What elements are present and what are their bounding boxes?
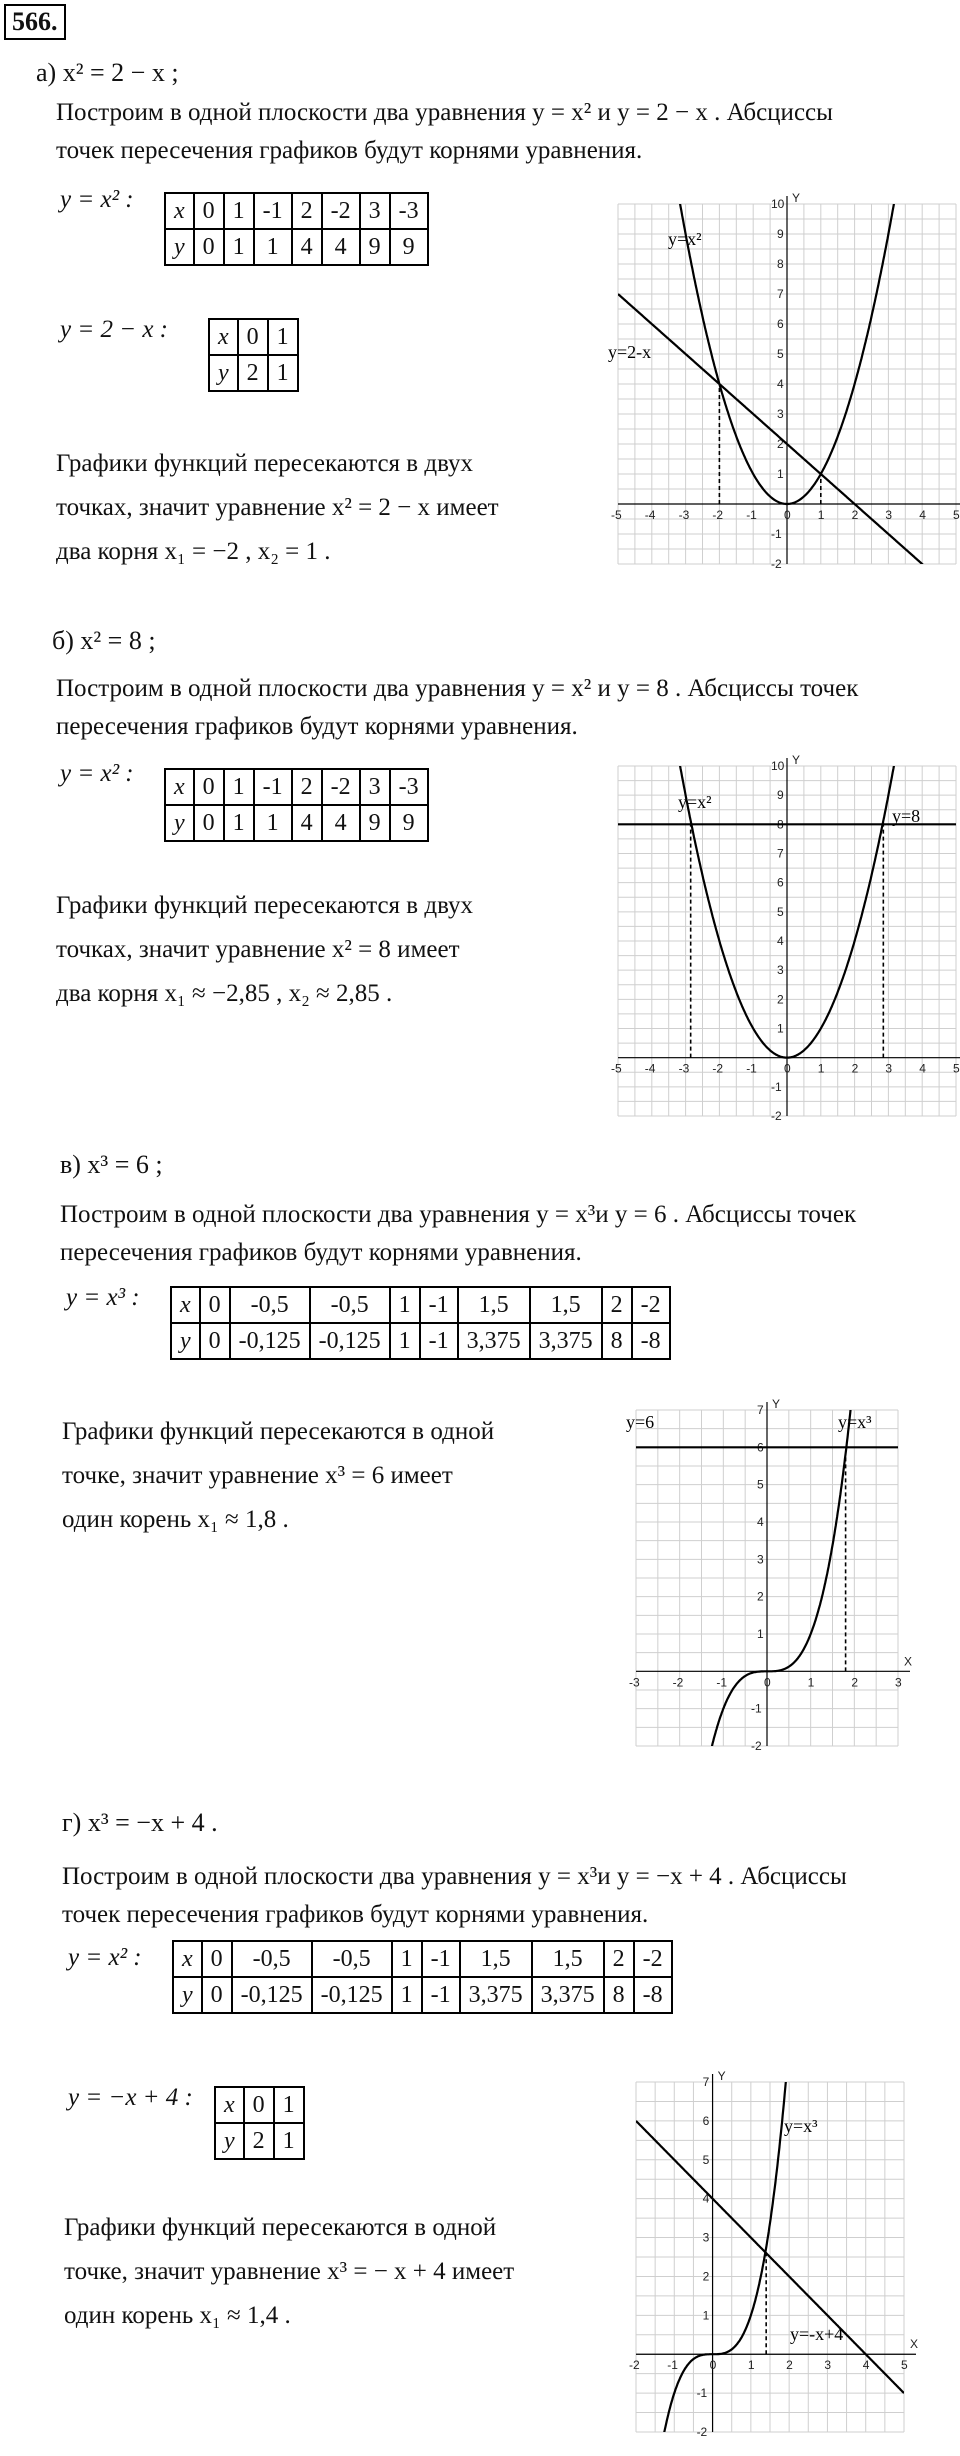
y-tick-label: 4 xyxy=(777,377,784,391)
part-c-result-line1: Графики функций пересекаются в одной xyxy=(62,1418,495,1445)
y-tick-label: 3 xyxy=(777,963,784,978)
table-row xyxy=(165,193,428,229)
table-row xyxy=(165,229,428,265)
y-axis-name: Y xyxy=(792,753,801,767)
part-b-result xyxy=(56,884,473,1016)
x-tick-label: 5 xyxy=(953,1061,960,1076)
table-cell: y xyxy=(171,1323,200,1359)
table-cell: 1 xyxy=(224,769,254,805)
x-tick-label: 3 xyxy=(885,1061,893,1076)
table-cell: -8 xyxy=(634,1977,672,2013)
series-label: y=x² xyxy=(668,229,702,249)
part-d-graph xyxy=(614,2068,924,2454)
table-row xyxy=(173,1941,672,1977)
part-a-result-line3: два корня x₁ = −2 , x₂ = 1 . xyxy=(56,538,331,565)
part-c-result-line2: точке, значит уравнение x³ = 6 имеет xyxy=(62,1462,453,1489)
table-cell: x xyxy=(171,1287,200,1323)
table-cell: 1 xyxy=(268,319,298,355)
x-tick-label: 2 xyxy=(851,1675,859,1690)
x-tick-label: 5 xyxy=(901,2358,908,2373)
table-cell: -2 xyxy=(322,769,360,805)
y-tick-label: 5 xyxy=(777,904,784,919)
y-tick-label: 4 xyxy=(757,1515,764,1529)
table-cell: 1 xyxy=(268,355,298,391)
y-tick-label: 2 xyxy=(777,437,784,451)
x-tick-label: -3 xyxy=(678,508,690,522)
y-tick-label: -1 xyxy=(771,1079,782,1094)
table-row xyxy=(171,1323,670,1359)
part-c-table-cubic xyxy=(170,1286,671,1360)
table-row xyxy=(209,319,298,355)
y-tick-label: 8 xyxy=(777,257,784,271)
part-b-result-line1: Графики функций пересекаются в двух xyxy=(56,892,474,919)
table-cell: 1 xyxy=(390,1323,420,1359)
table-cell: 0 xyxy=(194,805,224,841)
part-a-result-line2: точках, значит уравнение x² = 2 − x имеет xyxy=(56,494,499,521)
x-tick-label: -4 xyxy=(644,1061,656,1076)
y-tick-label: 6 xyxy=(702,2113,710,2128)
table-cell: 9 xyxy=(360,229,390,265)
part-a-intro xyxy=(56,94,876,170)
x-tick-label: 2 xyxy=(851,1061,859,1076)
y-tick-label: 6 xyxy=(777,317,784,331)
x-tick-label: 3 xyxy=(885,508,893,522)
part-c-result xyxy=(62,1410,494,1542)
part-d-result-line1: Графики функций пересекаются в одной xyxy=(64,2214,497,2241)
y-tick-label: 2 xyxy=(702,2269,710,2284)
part-b-intro-line1: Построим в одной плоскости два уравнения y = x² и y = 8 . Абсциссы точек xyxy=(56,675,859,702)
table-cell: 4 xyxy=(322,805,360,841)
y-tick-label: 5 xyxy=(757,1477,764,1492)
table-cell: 0 xyxy=(244,2087,274,2123)
table-cell: 0 xyxy=(200,1323,230,1359)
table-row xyxy=(171,1287,670,1323)
x-tick-label: 3 xyxy=(824,2358,832,2373)
x-tick-label: -3 xyxy=(678,1061,690,1076)
x-tick-label: 4 xyxy=(862,2358,870,2373)
table-cell: 0 xyxy=(202,1977,232,2013)
part-d-intro-line2: точек пересечения графиков будут корнями уравнения. xyxy=(62,1901,649,1928)
series-label: y=x³ xyxy=(838,1412,872,1432)
table-cell: y xyxy=(209,355,238,391)
table-cell: 4 xyxy=(292,805,322,841)
part-c-intro-line2: пересечения графиков будут корнями уравнения. xyxy=(60,1239,582,1266)
y-tick-label: 1 xyxy=(777,467,784,481)
part-a-label-line: y = 2 − x : xyxy=(60,316,169,343)
table-row xyxy=(209,355,298,391)
y-tick-label: -2 xyxy=(771,1109,782,1123)
table-cell: -3 xyxy=(390,193,428,229)
table-cell: 8 xyxy=(604,1977,634,2013)
x-tick-label: 3 xyxy=(895,1675,902,1690)
x-tick-label: 0 xyxy=(784,1061,791,1076)
table-cell: -0,5 xyxy=(232,1941,312,1977)
x-tick-label: -1 xyxy=(746,1061,757,1076)
y-tick-label: 9 xyxy=(777,788,784,803)
part-c-heading: в) x³ = 6 ; xyxy=(60,1150,163,1179)
series-label: y=x² xyxy=(678,792,712,812)
table-cell: 4 xyxy=(322,229,360,265)
series-label: y=2-x xyxy=(608,342,652,362)
y-tick-label: 6 xyxy=(757,1440,764,1455)
y-tick-label: 3 xyxy=(702,2230,710,2245)
y-tick-label: 7 xyxy=(777,846,784,861)
series-label: y=x³ xyxy=(784,2116,818,2136)
y-tick-label: 1 xyxy=(757,1627,764,1641)
table-cell: -1 xyxy=(420,1287,458,1323)
x-tick-label: 2 xyxy=(851,508,859,522)
table-cell: 3,375 xyxy=(460,1977,532,2013)
y-axis-name: Y xyxy=(792,191,801,205)
y-tick-label: 8 xyxy=(777,817,784,832)
y-tick-label: -1 xyxy=(696,2386,708,2401)
table-cell: x xyxy=(209,319,238,355)
part-d-label-line: y = −x + 4 : xyxy=(68,2084,193,2111)
y-tick-label: 10 xyxy=(771,759,785,773)
x-tick-label: -4 xyxy=(644,508,656,522)
table-cell: -0,125 xyxy=(230,1323,310,1359)
y-axis-name: Y xyxy=(772,1397,781,1411)
table-cell: 1,5 xyxy=(532,1941,604,1977)
part-a-result xyxy=(56,442,499,574)
table-cell: 2 xyxy=(238,355,268,391)
part-a-intro-line1: Построим в одной плоскости два уравнения y = x² и y = 2 − x . Абсциссы xyxy=(56,99,833,126)
table-cell: x xyxy=(215,2087,244,2123)
part-c-intro-line1: Построим в одной плоскости два уравнения y = x³и y = 6 . Абсциссы точек xyxy=(60,1201,857,1228)
table-cell: 1 xyxy=(254,229,292,265)
x-tick-label: -1 xyxy=(716,1675,728,1690)
table-row xyxy=(173,1977,672,2013)
table-cell: -2 xyxy=(634,1941,672,1977)
series-label: y=6 xyxy=(626,1412,655,1432)
table-row xyxy=(165,769,428,805)
x-tick-label: 0 xyxy=(764,1675,771,1690)
table-cell: -0,125 xyxy=(312,1977,392,2013)
x-tick-label: -5 xyxy=(611,1061,622,1076)
y-tick-label: 3 xyxy=(757,1552,764,1567)
part-a-intro-line2: точек пересечения графиков будут корнями уравнения. xyxy=(56,137,643,164)
table-cell: 2 xyxy=(244,2123,274,2159)
x-tick-label: -2 xyxy=(629,2358,640,2373)
part-b-graph xyxy=(596,750,960,1136)
table-cell: -1 xyxy=(254,193,292,229)
x-tick-label: 1 xyxy=(817,1061,825,1076)
table-cell: -0,125 xyxy=(232,1977,312,2013)
y-tick-label: -1 xyxy=(771,527,782,541)
y-axis-name: Y xyxy=(717,2069,726,2083)
x-tick-label: -2 xyxy=(672,1675,684,1690)
table-cell: 3,375 xyxy=(532,1977,604,2013)
table-cell: 1 xyxy=(224,193,254,229)
x-tick-label: -3 xyxy=(629,1675,640,1690)
y-tick-label: 5 xyxy=(702,2152,710,2167)
table-cell: 2 xyxy=(604,1941,634,1977)
part-c-label-cubic: y = x³ : xyxy=(66,1284,140,1311)
problem-number: 566. xyxy=(4,4,66,40)
table-cell: 1 xyxy=(254,805,292,841)
y-tick-label: -1 xyxy=(751,1701,762,1716)
table-cell: -0,5 xyxy=(310,1287,390,1323)
part-d-heading: г) x³ = −x + 4 . xyxy=(62,1808,218,1837)
table-cell: y xyxy=(165,805,194,841)
y-tick-label: 6 xyxy=(777,875,784,890)
table-cell: 1 xyxy=(392,1941,422,1977)
table-cell: 1 xyxy=(274,2123,304,2159)
table-cell: 0 xyxy=(238,319,268,355)
part-d-intro-line1: Построим в одной плоскости два уравнения y = x³и y = −x + 4 . Абсциссы xyxy=(62,1863,847,1890)
table-cell: 1 xyxy=(224,805,254,841)
y-tick-label: 2 xyxy=(757,1589,764,1604)
y-tick-label: 7 xyxy=(702,2075,710,2089)
table-row xyxy=(215,2123,304,2159)
part-a-label-parabola: y = x² : xyxy=(60,186,134,213)
table-cell: 3,375 xyxy=(530,1323,602,1359)
table-cell: x xyxy=(165,193,194,229)
table-cell: 1,5 xyxy=(530,1287,602,1323)
x-tick-label: 1 xyxy=(807,1675,815,1690)
y-tick-label: 2 xyxy=(777,992,784,1007)
part-d-table-cubic xyxy=(172,1940,673,2014)
table-cell: -1 xyxy=(422,1941,460,1977)
table-cell: 2 xyxy=(292,193,322,229)
x-axis-name: X xyxy=(910,2337,919,2352)
table-cell: 0 xyxy=(194,769,224,805)
table-cell: 0 xyxy=(194,193,224,229)
part-d-result xyxy=(64,2206,514,2338)
part-c-result-line3: один корень x₁ ≈ 1,8 . xyxy=(62,1506,289,1533)
y-tick-label: 1 xyxy=(777,1021,784,1036)
part-a-result-line1: Графики функций пересекаются в двух xyxy=(56,450,474,477)
part-b-heading: б) x² = 8 ; xyxy=(52,626,156,655)
table-cell: 1 xyxy=(224,229,254,265)
x-tick-label: 2 xyxy=(786,2358,793,2373)
part-b-table-parabola xyxy=(164,768,429,842)
table-cell: -1 xyxy=(420,1323,458,1359)
part-d-intro xyxy=(62,1858,882,1934)
x-axis-name: X xyxy=(904,1654,913,1669)
y-tick-label: 1 xyxy=(702,2308,710,2323)
table-cell: 9 xyxy=(390,229,428,265)
table-cell: -1 xyxy=(422,1977,460,2013)
table-cell: 1 xyxy=(274,2087,304,2123)
x-tick-label: 0 xyxy=(784,508,791,522)
y-tick-label: -2 xyxy=(751,1739,762,1753)
part-c-intro xyxy=(60,1196,880,1272)
part-d-result-line3: один корень x₁ ≈ 1,4 . xyxy=(64,2302,291,2329)
table-cell: 1 xyxy=(392,1977,422,2013)
table-cell: -2 xyxy=(632,1287,670,1323)
table-cell: -3 xyxy=(390,769,428,805)
table-cell: 1,5 xyxy=(460,1941,532,1977)
y-tick-label: 4 xyxy=(777,934,784,948)
table-cell: -2 xyxy=(322,193,360,229)
x-tick-label: 5 xyxy=(953,508,960,522)
part-a-heading: а) x² = 2 − x ; xyxy=(36,58,179,87)
table-cell: 3 xyxy=(360,193,390,229)
part-b-intro xyxy=(56,670,876,746)
x-tick-label: 4 xyxy=(919,508,926,522)
table-cell: 0 xyxy=(194,229,224,265)
table-cell: -0,5 xyxy=(230,1287,310,1323)
table-cell: y xyxy=(165,229,194,265)
x-tick-label: -1 xyxy=(746,508,757,522)
y-tick-label: 7 xyxy=(777,287,784,301)
table-cell: 1,5 xyxy=(458,1287,530,1323)
y-tick-label: 5 xyxy=(777,347,784,361)
x-tick-label: 0 xyxy=(709,2358,717,2373)
x-tick-label: -1 xyxy=(667,2358,678,2373)
y-tick-label: 3 xyxy=(777,407,784,421)
table-cell: 9 xyxy=(360,805,390,841)
y-tick-label: -2 xyxy=(696,2425,708,2439)
table-cell: 2 xyxy=(292,769,322,805)
table-cell: 3 xyxy=(360,769,390,805)
x-tick-label: 4 xyxy=(919,1061,926,1076)
part-c-graph xyxy=(614,1396,914,1770)
y-tick-label: -2 xyxy=(771,557,782,571)
series-label: y=8 xyxy=(892,806,921,826)
table-cell: y xyxy=(215,2123,244,2159)
table-cell: -1 xyxy=(254,769,292,805)
part-d-result-line2: точке, значит уравнение x³ = − x + 4 имеет xyxy=(64,2258,515,2285)
part-b-label-parabola: y = x² : xyxy=(60,760,134,787)
table-cell: 0 xyxy=(200,1287,230,1323)
part-b-result-line2: точках, значит уравнение x² = 8 имеет xyxy=(56,936,460,963)
table-cell: -0,125 xyxy=(310,1323,390,1359)
part-d-table-line xyxy=(214,2086,305,2160)
y-tick-label: 9 xyxy=(777,227,784,241)
table-cell: 8 xyxy=(602,1323,632,1359)
part-a-table-parabola xyxy=(164,192,429,266)
part-a-table-line xyxy=(208,318,299,392)
table-cell: 0 xyxy=(202,1941,232,1977)
table-cell: 1 xyxy=(390,1287,420,1323)
x-tick-label: -5 xyxy=(611,508,622,522)
table-cell: 9 xyxy=(390,805,428,841)
table-cell: -8 xyxy=(632,1323,670,1359)
series-label: y=-x+4 xyxy=(790,2324,844,2344)
part-d-label-cubic: y = x² : xyxy=(68,1944,142,1971)
part-b-result-line3: два корня x₁ ≈ −2,85 , x₂ ≈ 2,85 . xyxy=(56,980,393,1007)
table-cell: 4 xyxy=(292,229,322,265)
table-cell: x xyxy=(173,1941,202,1977)
table-row xyxy=(165,805,428,841)
y-tick-label: 10 xyxy=(771,197,785,211)
table-row xyxy=(215,2087,304,2123)
x-tick-label: -2 xyxy=(712,508,724,522)
y-tick-label: 4 xyxy=(702,2191,710,2206)
table-cell: -0,5 xyxy=(312,1941,392,1977)
part-b-intro-line2: пересечения графиков будут корнями уравнения. xyxy=(56,713,578,740)
y-tick-label: 7 xyxy=(757,1403,764,1417)
part-a-graph xyxy=(596,190,960,600)
table-cell: 2 xyxy=(602,1287,632,1323)
table-cell: x xyxy=(165,769,194,805)
x-tick-label: 1 xyxy=(747,2358,755,2373)
table-cell: 3,375 xyxy=(458,1323,530,1359)
table-cell: y xyxy=(173,1977,202,2013)
x-tick-label: 1 xyxy=(817,508,825,522)
x-tick-label: -2 xyxy=(712,1061,724,1076)
